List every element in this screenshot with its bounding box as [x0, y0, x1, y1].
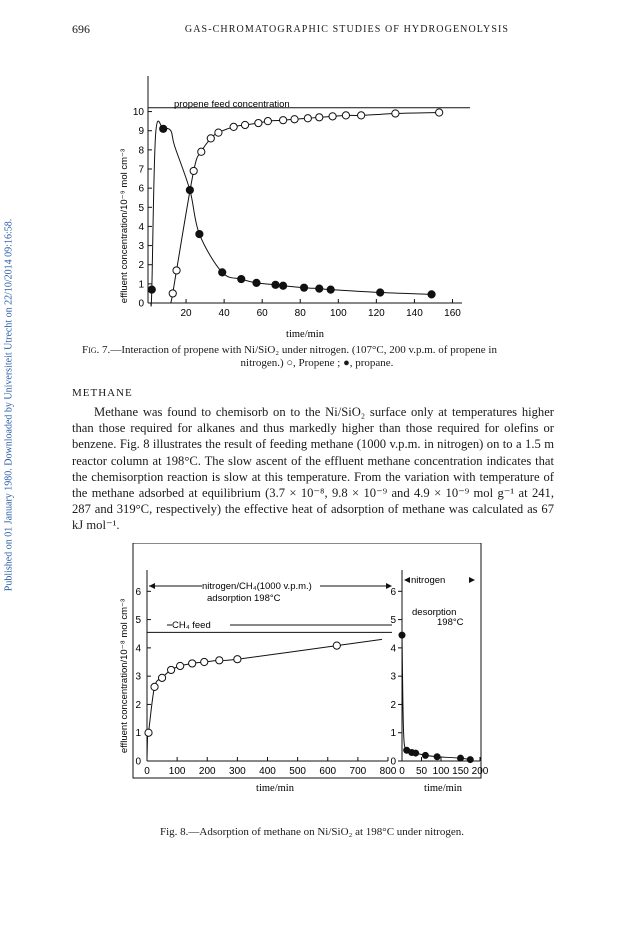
figure-8-series-line-desorption	[402, 635, 470, 760]
figure-7-point-propene	[241, 121, 248, 128]
desorption-temperature-annotation: 198°C	[437, 617, 464, 628]
figure-7-point-propane	[160, 125, 167, 132]
figure-7-point-propene	[291, 116, 298, 123]
desorption-arrowhead-left	[404, 577, 410, 583]
figure-8-point-adsorption	[234, 656, 241, 663]
figure-7-y-tick-label: 6	[138, 183, 144, 195]
figure-8-x-tick-label-desorption: 0	[399, 766, 405, 777]
ch4-feed-annotation: CH₄ feed	[172, 620, 211, 631]
page-number: 696	[72, 22, 90, 36]
figure-8-point-desorption	[458, 755, 464, 761]
desorption-annotation: desorption	[412, 607, 457, 618]
figure-8-point-desorption	[434, 754, 440, 760]
figure-7-point-propane	[280, 282, 287, 289]
figure-8-point-adsorption	[145, 729, 152, 736]
figure-7-y-tick-label: 4	[138, 221, 144, 233]
figure-8-x-tick-label-desorption: 200	[471, 766, 489, 777]
adsorption-annotation: adsorption 198°C	[207, 593, 281, 604]
figure-8-x-tick-label: 300	[229, 766, 246, 777]
figure-7-point-propene	[190, 167, 197, 174]
figure-7-x-tick-label: 100	[329, 308, 347, 319]
figure-8-point-adsorption	[216, 657, 223, 664]
desorption-arrowhead-right	[469, 577, 475, 583]
figure-8-point-adsorption	[189, 660, 196, 667]
figure-7-x-tick-label: 80	[294, 308, 306, 319]
figure-8-y-tick-label-right: 6	[390, 586, 396, 598]
propene-feed-annotation: propene feed concentration	[174, 99, 290, 110]
figure-7-point-propane	[148, 286, 155, 293]
figure-7-y-tick-label: 7	[138, 164, 144, 176]
figure-8-x-axis-label-desorption: time/min	[424, 783, 462, 794]
figure-8-point-adsorption	[158, 674, 165, 681]
figure-7-point-propene	[207, 135, 214, 142]
figure-8-x-tick-label: 800	[379, 766, 397, 777]
figure-8-x-tick-label: 400	[259, 766, 276, 777]
figure-8-y-tick-label-right: 1	[390, 728, 396, 740]
figure-7-x-tick-label: 60	[256, 308, 268, 319]
figure-8-x-tick-label: 700	[349, 766, 367, 777]
figure-7-x-tick-label: 140	[406, 308, 423, 319]
figure-7-y-tick-label: 10	[132, 107, 144, 119]
figure-7-point-propane	[428, 291, 435, 298]
figure-7-point-propene	[304, 115, 311, 122]
figure-8-point-adsorption	[177, 662, 184, 669]
download-watermark-text: Published on 01 January 1980. Downloaded by Universiteit Utrecht on 22/10/2014 09:16:58.	[3, 218, 15, 592]
figure-8-y-tick-label: 5	[135, 615, 141, 627]
figure-8-point-adsorption	[333, 642, 340, 649]
figure-8-point-desorption	[422, 752, 428, 758]
figure-7-point-propene	[173, 267, 180, 274]
figure-8-x-tick-label-desorption: 150	[452, 766, 469, 777]
figure-8-series-tail-adsorption	[337, 639, 382, 645]
figure-8-x-tick-label-desorption: 100	[432, 766, 450, 777]
figure-8-y-tick-label: 2	[135, 699, 141, 711]
figure-8-x-axis-label-adsorption: time/min	[256, 783, 294, 794]
figure-7-x-axis-label: time/min	[286, 329, 324, 340]
figure-7-caption-line-2: nitrogen.) ○, Propene ; ●, propane.	[240, 357, 394, 369]
figure-7-x-tick-label: 20	[180, 308, 192, 319]
figure-8-series-line-adsorption	[147, 646, 337, 760]
figure-7-point-propene	[342, 112, 349, 119]
figure-8-x-tick-label-desorption: 50	[415, 766, 428, 777]
figure-7-caption	[82, 344, 552, 370]
figure-7-point-propene	[436, 109, 443, 116]
figure-7-x-tick-label: 160	[444, 308, 461, 319]
figure-7-point-propene	[230, 123, 237, 130]
figure-7-y-tick-label: 5	[138, 202, 144, 214]
figure-8-point-adsorption	[151, 683, 158, 690]
figure-7-point-propene	[392, 110, 399, 117]
running-title: GAS-CHROMATOGRAPHIC STUDIES OF HYDROGENOLYSIS	[184, 24, 510, 35]
figure-8-y-tick-label: 1	[135, 728, 141, 740]
adsorption-arrowhead-left	[149, 583, 155, 589]
figure-7-point-propane	[272, 281, 279, 288]
figure-7-point-propene	[198, 148, 205, 155]
figure-8-y-tick-label: 0	[135, 756, 141, 768]
figure-7-y-tick-label: 8	[138, 145, 144, 157]
figure-8-y-tick-label: 6	[135, 586, 141, 598]
figure-7-point-propene	[169, 290, 176, 297]
figure-8-x-tick-label: 600	[319, 766, 337, 777]
figure-7-chart	[110, 68, 480, 343]
figure-7-y-tick-label: 0	[138, 298, 144, 310]
figure-7-point-propene	[264, 118, 271, 125]
figure-7-point-propene	[316, 114, 323, 121]
figure-8-y-tick-label-right: 2	[390, 699, 396, 711]
figure-8-point-desorption	[467, 757, 473, 763]
figure-7-y-tick-label: 1	[138, 279, 144, 291]
figure-7-y-tick-label: 9	[138, 126, 144, 138]
figure-8-point-desorption	[413, 750, 419, 756]
figure-7-y-tick-label: 3	[138, 241, 144, 253]
figure-7-point-propane	[316, 285, 323, 292]
figure-8-y-tick-label: 3	[135, 671, 141, 683]
body-paragraph: Methane was found to chemisorb on to the Ni/SiO₂ surface only at temperatures higher than those required for alkanes and thus markedly higher than those required for olefins or benzene. Fig. 8 illustrates the result of feeding methane (1000 v.p.m. in nitrogen) on to a 1.5 m reactor column at 198°C. The slow ascent of the effluent methane concentration indicates that the chemisorption reaction is slow at this temperature. From the variation with temperature of the methane adsorbed at equilibrium (3.7 × 10⁻⁸, 9.8 × 10⁻⁹ and 4.9 × 10⁻⁹ mol g⁻¹ at 241, 287 and 319°C, respectively) the effective heat of adsorption of methane was calculated as 67 kJ mol⁻¹.	[72, 405, 554, 533]
figure-8-x-tick-label: 100	[168, 766, 186, 777]
figure-7-point-propane	[253, 279, 260, 286]
figure-8-y-axis-label: effluent concentration/10⁻⁸ mol cm⁻³	[119, 598, 130, 754]
figure-8-y-tick-label: 4	[135, 643, 141, 655]
figure-8-y-tick-label-right: 3	[390, 671, 396, 683]
nitrogen-desorption-annotation: nitrogen	[411, 575, 446, 586]
figure-8-caption: Fig. 8.—Adsorption of methane on Ni/SiO₂ at 198°C under nitrogen.	[160, 826, 464, 838]
figure-8-x-tick-label: 500	[289, 766, 306, 777]
figure-7-point-propene	[280, 117, 287, 124]
figure-7-series-line-propane	[151, 121, 432, 306]
nitrogen-ch4-annotation: nitrogen/CH₄(1000 v.p.m.)	[202, 581, 312, 592]
figure-8-y-tick-label-right: 4	[390, 643, 396, 655]
figure-7-point-propane	[238, 275, 245, 282]
figure-8-point-adsorption	[201, 658, 208, 665]
figure-7-point-propane	[300, 284, 307, 291]
figure-7-point-propene	[358, 112, 365, 119]
figure-7-x-tick-label: 40	[218, 308, 230, 319]
figure-7-point-propane	[377, 289, 384, 296]
figure-7-point-propane	[219, 269, 226, 276]
figure-7-point-propene	[329, 113, 336, 120]
figure-7-point-propane	[186, 186, 193, 193]
figure-8-point-adsorption	[168, 666, 175, 673]
figure-7-x-tick-label: 120	[368, 308, 385, 319]
figure-7-caption-line-1: —Interaction of propene with Ni/SiO₂ under nitrogen. (107°C, 200 v.p.m. of propene in	[110, 344, 497, 356]
section-heading: METHANE	[72, 387, 133, 399]
figure-7-point-propane	[327, 286, 334, 293]
figure-7-point-propene	[255, 119, 262, 126]
figure-7-y-tick-label: 2	[138, 260, 144, 272]
figure-8-y-tick-label-right: 0	[390, 756, 396, 768]
figure-7-point-propane	[196, 230, 203, 237]
figure-8-point-desorption	[399, 632, 405, 638]
figure-7-caption-prefix: Fig. 7.	[82, 344, 111, 356]
figure-8-x-tick-label: 200	[198, 766, 216, 777]
download-watermark	[2, 170, 16, 640]
figure-8-x-tick-label: 0	[144, 766, 150, 777]
figure-8-y-tick-label-right: 5	[390, 615, 396, 627]
figure-7-point-propene	[215, 129, 222, 136]
figure-7-y-axis-label: effluent concentration/10⁻⁹ mol cm⁻³	[119, 148, 130, 304]
figure-8-chart	[110, 543, 490, 818]
